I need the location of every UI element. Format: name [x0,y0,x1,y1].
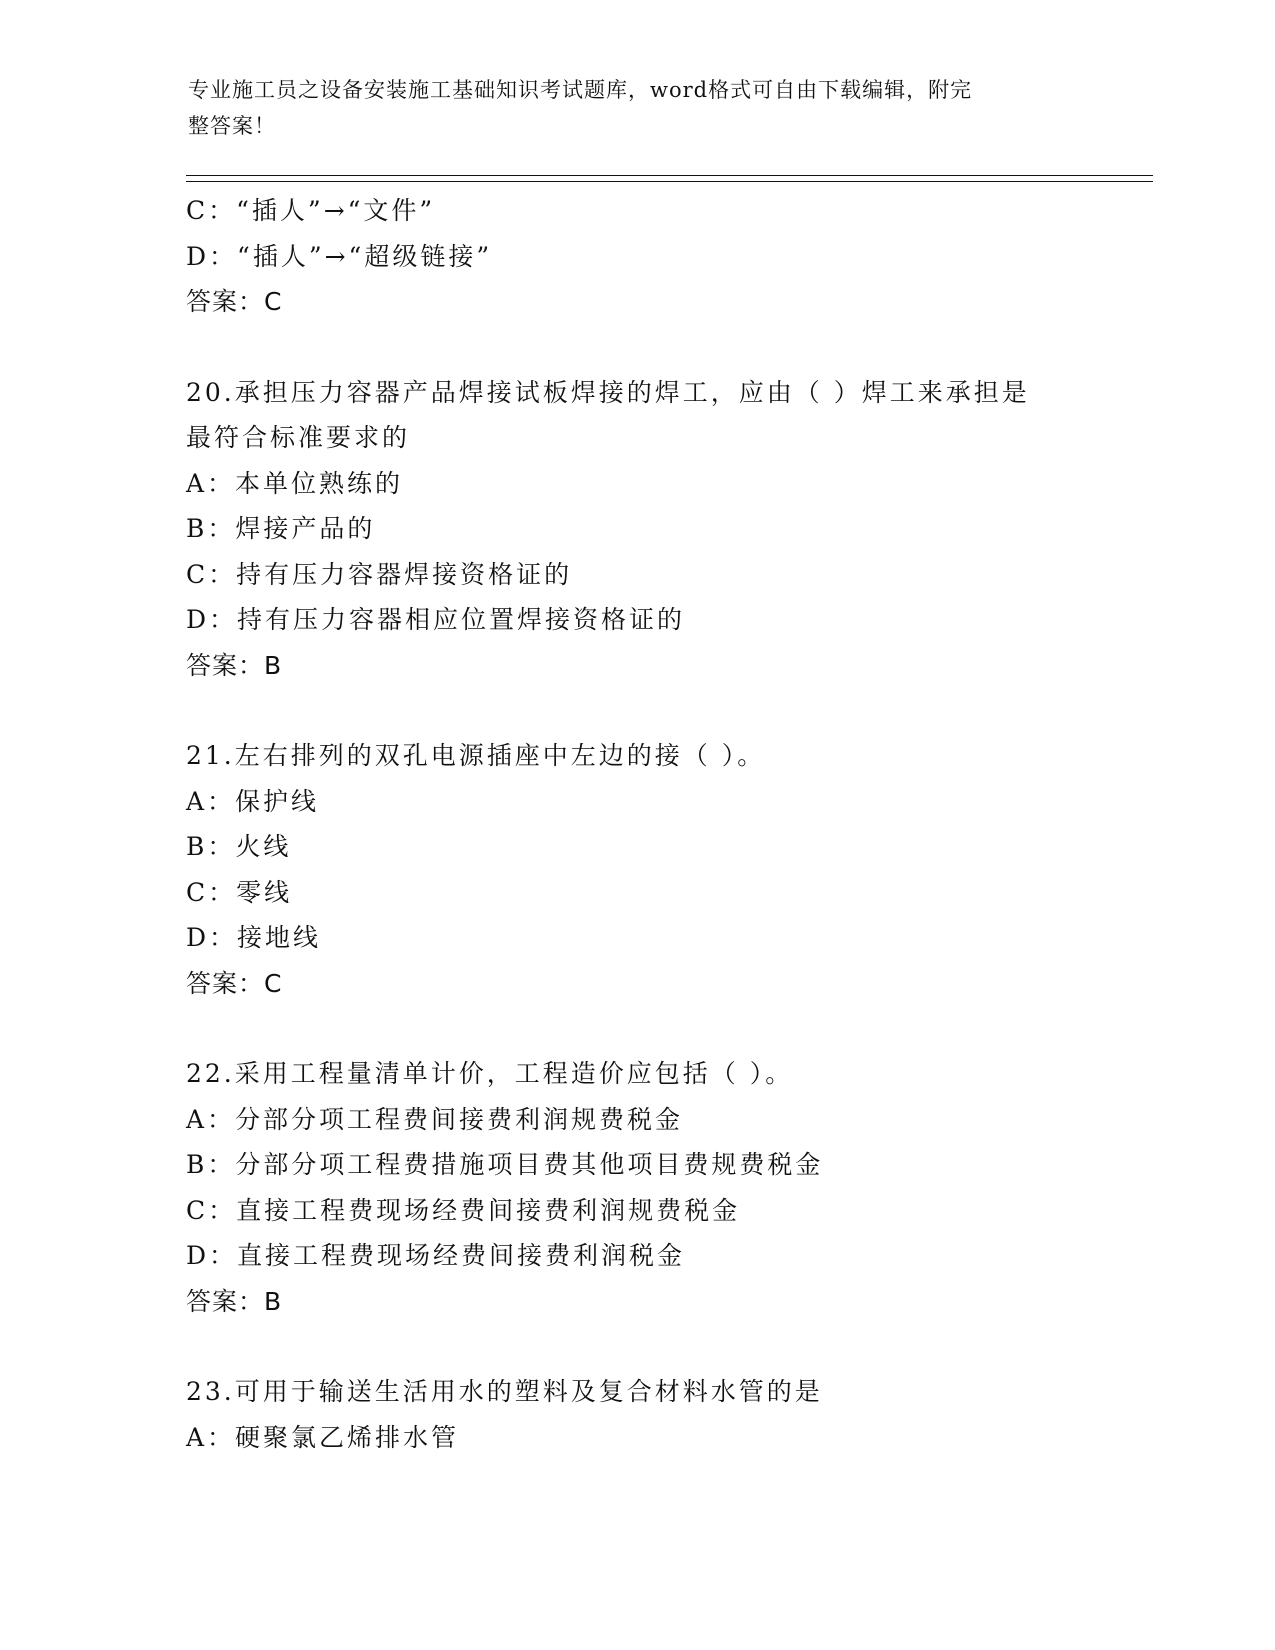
option-c: C：持有压力容器焊接资格证的 [186,559,573,589]
option-c: C：零线 [186,877,293,907]
question-22 [186,1051,1146,1324]
header-divider-bottom [186,181,1153,182]
question-stem: 21.左右排列的双孔电源插座中左边的接（ ）。 [186,741,766,770]
page-header [188,72,1088,144]
option-b: B：火线 [186,832,292,861]
header-divider-top [186,175,1153,176]
option-d: D：接地线 [186,923,322,952]
question-stem: 20.承担压力容器产品焊接试板焊接的焊工，应由（ ）焊工来承担是 [186,377,1030,407]
answer-line: 答案：B [186,650,283,680]
question-23 [186,1369,1146,1460]
question-stem: 23.可用于输送生活用水的塑料及复合材料水管的是 [186,1377,823,1406]
option-b: B：分部分项工程费措施项目费其他项目费规费税金 [186,1150,824,1179]
option-d: D：“插人”→“超级链接” [186,241,493,271]
option-a: A：分部分项工程费间接费利润规费税金 [186,1104,684,1134]
option-a: A：保护线 [186,786,320,816]
answer-line: 答案：C [186,968,283,998]
option-c: C：直接工程费现场经费间接费利润规费税金 [186,1195,741,1225]
question-stem-continued: 最符合标准要求的 [186,423,411,452]
option-a: A：本单位熟练的 [186,468,404,498]
question-21 [186,733,1146,1006]
option-c: C：“插人”→“文件” [186,196,436,225]
question-20 [186,370,1146,689]
header-line-1: 专业施工员之设备安装施工基础知识考试题库，word格式可自由下载编辑，附完 [188,78,973,102]
answer-line: 答案：B [186,1286,283,1316]
question-list [186,188,1146,1460]
option-a: A：硬聚氯乙烯排水管 [186,1422,460,1452]
option-d: D：直接工程费现场经费间接费利润税金 [186,1241,686,1270]
question-stem: 22.采用工程量清单计价，工程造价应包括（ ）。 [186,1059,794,1088]
option-d: D：持有压力容器相应位置焊接资格证的 [186,605,686,634]
answer-line: 答案：C [186,287,283,316]
option-b: B：焊接产品的 [186,514,376,543]
question-19-continued [186,188,1146,325]
header-line-2: 整答案！ [188,114,276,138]
